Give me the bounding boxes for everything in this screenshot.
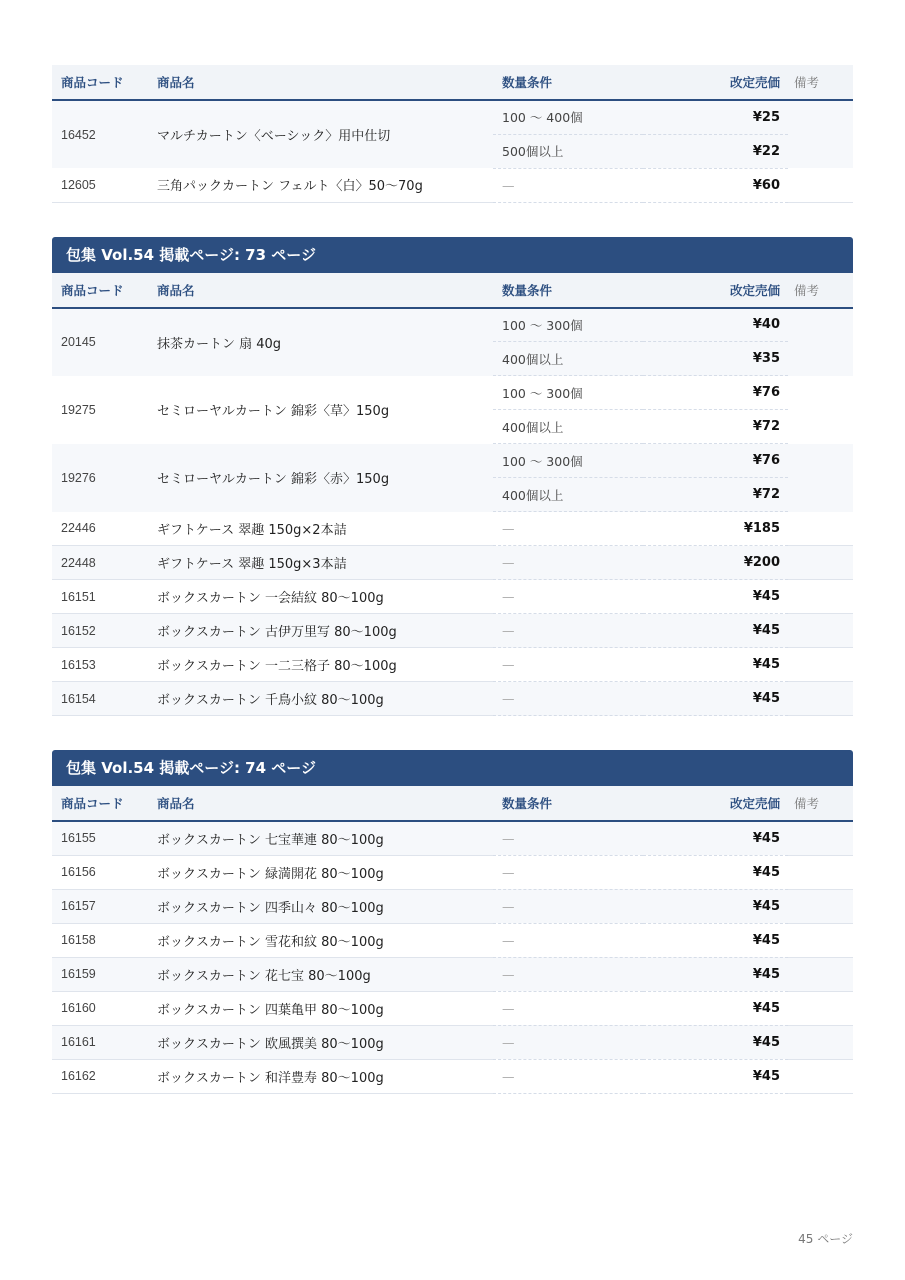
quantity-condition: —	[493, 648, 643, 682]
remarks	[788, 168, 853, 202]
product-code: 16155	[52, 821, 148, 855]
revised-price: ¥45	[643, 648, 788, 682]
revised-price: ¥45	[643, 855, 788, 889]
quantity-condition: —	[493, 1059, 643, 1093]
price-section	[52, 65, 853, 203]
remarks	[788, 889, 853, 923]
revised-price: ¥45	[643, 1059, 788, 1093]
header-note: 備考	[788, 65, 853, 100]
quantity-condition: —	[493, 991, 643, 1025]
product-name: 抹茶カートン 扇 40g	[157, 336, 282, 352]
revised-price: ¥45	[643, 682, 788, 716]
price-table	[52, 273, 853, 717]
table-row	[52, 580, 853, 614]
table-row	[52, 821, 853, 855]
table-row	[52, 444, 853, 478]
table-row	[52, 923, 853, 957]
table-row	[52, 889, 853, 923]
quantity-condition: —	[493, 168, 643, 202]
product-name: セミローヤルカートン 錦彩〈草〉150g	[157, 404, 390, 419]
product-name: ボックスカートン 一二三格子 80〜100g	[148, 648, 493, 682]
product-code: 16158	[52, 923, 148, 957]
table-row	[52, 308, 853, 342]
quantity-condition: —	[493, 855, 643, 889]
product-name: ボックスカートン 四季山々 80〜100g	[148, 889, 493, 923]
table-row	[52, 376, 853, 410]
section-title: 包集 Vol.54 掲載ページ: 74 ページ	[52, 750, 853, 786]
product-name: 三角パックカートン フェルト〈白〉50〜70g	[148, 168, 493, 202]
remarks	[788, 923, 853, 957]
quantity-condition: —	[493, 512, 643, 546]
revised-price: ¥185	[643, 512, 788, 546]
remarks	[788, 444, 853, 512]
product-code: 22448	[52, 546, 148, 580]
revised-price: ¥72	[643, 410, 788, 444]
revised-price: ¥45	[643, 991, 788, 1025]
header-code: 商品コード	[52, 786, 148, 821]
header-name: 商品名	[148, 786, 493, 821]
remarks	[788, 991, 853, 1025]
remarks	[788, 1025, 853, 1059]
product-name: ボックスカートン 和洋豊寿 80〜100g	[148, 1059, 493, 1093]
table-row	[52, 614, 853, 648]
product-name: ボックスカートン 一会結紋 80〜100g	[148, 580, 493, 614]
product-name: ボックスカートン 緑満開花 80〜100g	[148, 855, 493, 889]
remarks	[788, 614, 853, 648]
table-row	[52, 512, 853, 546]
product-name: ボックスカートン 七宝華連 80〜100g	[148, 821, 493, 855]
header-price: 改定売価	[643, 273, 788, 308]
revised-price: ¥45	[643, 957, 788, 991]
remarks	[788, 546, 853, 580]
header-name: 商品名	[148, 273, 493, 308]
quantity-condition: —	[493, 889, 643, 923]
product-name: ボックスカートン 欧風撰美 80〜100g	[148, 1025, 493, 1059]
product-name: マルチカートン〈ベーシック〉用中仕切	[157, 129, 391, 144]
price-section	[52, 237, 853, 717]
product-code: 16151	[52, 580, 148, 614]
table-row	[52, 682, 853, 716]
header-code: 商品コード	[52, 273, 148, 308]
remarks	[788, 855, 853, 889]
quantity-condition: 100 〜 400個	[493, 100, 643, 134]
remarks	[788, 376, 853, 444]
revised-price: ¥22	[643, 134, 788, 168]
remarks	[788, 308, 853, 376]
product-name: ギフトケース 翠趣 150g×3本詰	[148, 546, 493, 580]
header-name: 商品名	[148, 65, 493, 100]
revised-price: ¥45	[643, 614, 788, 648]
table-row	[52, 855, 853, 889]
table-header-row	[52, 65, 853, 100]
table-row	[52, 168, 853, 202]
product-code: 19275	[61, 402, 96, 417]
product-code: 16153	[52, 648, 148, 682]
product-name: ボックスカートン 古伊万里写 80〜100g	[148, 614, 493, 648]
table-row	[52, 957, 853, 991]
table-row	[52, 100, 853, 134]
remarks	[788, 957, 853, 991]
quantity-condition: —	[493, 821, 643, 855]
revised-price: ¥200	[643, 546, 788, 580]
product-code: 19276	[61, 470, 96, 485]
header-qty: 数量条件	[493, 65, 643, 100]
revised-price: ¥72	[643, 478, 788, 512]
quantity-condition: 100 〜 300個	[493, 444, 643, 478]
remarks	[788, 648, 853, 682]
quantity-condition: 100 〜 300個	[493, 308, 643, 342]
header-code: 商品コード	[52, 65, 148, 100]
product-code: 16157	[52, 889, 148, 923]
price-table	[52, 65, 853, 203]
quantity-condition: —	[493, 682, 643, 716]
quantity-condition: 100 〜 300個	[493, 376, 643, 410]
product-code: 16162	[52, 1059, 148, 1093]
product-name: ボックスカートン 花七宝 80〜100g	[148, 957, 493, 991]
header-qty: 数量条件	[493, 786, 643, 821]
product-code: 16154	[52, 682, 148, 716]
product-code: 16152	[52, 614, 148, 648]
quantity-condition: 400個以上	[493, 342, 643, 376]
product-code: 20145	[61, 335, 96, 349]
section-title: 包集 Vol.54 掲載ページ: 73 ページ	[52, 237, 853, 273]
remarks	[788, 682, 853, 716]
product-code: 16159	[52, 957, 148, 991]
revised-price: ¥45	[643, 923, 788, 957]
quantity-condition: 400個以上	[493, 478, 643, 512]
header-price: 改定売価	[643, 786, 788, 821]
quantity-condition: 500個以上	[493, 134, 643, 168]
product-code: 16452	[61, 127, 96, 142]
revised-price: ¥60	[643, 168, 788, 202]
revised-price: ¥25	[643, 100, 788, 134]
product-code: 22446	[52, 512, 148, 546]
table-row	[52, 1025, 853, 1059]
remarks	[788, 512, 853, 546]
revised-price: ¥76	[643, 444, 788, 478]
table-row	[52, 546, 853, 580]
revised-price: ¥45	[643, 889, 788, 923]
header-note: 備考	[788, 786, 853, 821]
remarks	[788, 1059, 853, 1093]
page-number: 45 ページ	[798, 1232, 853, 1246]
header-qty: 数量条件	[493, 273, 643, 308]
table-row	[52, 1059, 853, 1093]
revised-price: ¥40	[643, 308, 788, 342]
price-table	[52, 786, 853, 1094]
remarks	[788, 821, 853, 855]
product-code: 16160	[52, 991, 148, 1025]
revised-price: ¥45	[643, 821, 788, 855]
table-header-row	[52, 786, 853, 821]
remarks	[788, 100, 853, 168]
product-name: セミローヤルカートン 錦彩〈赤〉150g	[157, 472, 390, 487]
revised-price: ¥45	[643, 580, 788, 614]
revised-price: ¥76	[643, 376, 788, 410]
product-name: ボックスカートン 千鳥小紋 80〜100g	[148, 682, 493, 716]
quantity-condition: —	[493, 546, 643, 580]
product-name: ボックスカートン 四葉亀甲 80〜100g	[148, 991, 493, 1025]
revised-price: ¥45	[643, 1025, 788, 1059]
remarks	[788, 580, 853, 614]
quantity-condition: —	[493, 580, 643, 614]
product-code: 12605	[52, 168, 148, 202]
quantity-condition: —	[493, 957, 643, 991]
table-row	[52, 648, 853, 682]
table-row	[52, 991, 853, 1025]
product-code: 16156	[52, 855, 148, 889]
table-header-row	[52, 273, 853, 308]
quantity-condition: 400個以上	[493, 410, 643, 444]
quantity-condition: —	[493, 1025, 643, 1059]
header-price: 改定売価	[643, 65, 788, 100]
price-section	[52, 750, 853, 1094]
revised-price: ¥35	[643, 342, 788, 376]
quantity-condition: —	[493, 614, 643, 648]
product-name: ボックスカートン 雪花和紋 80〜100g	[148, 923, 493, 957]
quantity-condition: —	[493, 923, 643, 957]
price-list	[52, 65, 853, 1128]
product-code: 16161	[52, 1025, 148, 1059]
header-note: 備考	[788, 273, 853, 308]
product-name: ギフトケース 翠趣 150g×2本詰	[148, 512, 493, 546]
